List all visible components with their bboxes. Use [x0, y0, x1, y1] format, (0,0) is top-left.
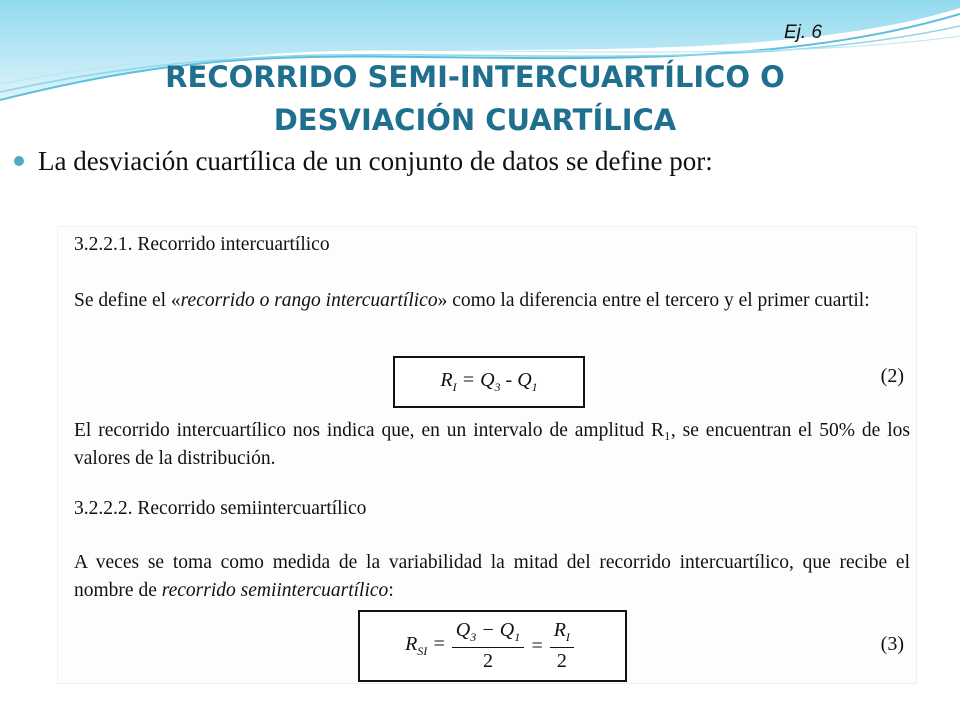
- interpretation-paragraph: El recorrido intercuartílico nos indica que, en un intervalo de amplitud R₁, se encuentran el 50% de los valores de la distribución.: [74, 420, 910, 469]
- bullet-dot-icon: [14, 156, 24, 166]
- bullet-text: La desviación cuartílica de un conjunto de datos se define por:: [38, 146, 713, 176]
- slide-title: [120, 56, 830, 142]
- formula-box-semi-interquartile-range: $R_{SI}$ = $\frac{Q_3 - Q_1}{2}$ = $\frac{R_I}{2}$: [358, 610, 627, 682]
- title-line-1: RECORRIDO SEMI-INTERCUARTÍLICO O: [165, 60, 785, 94]
- section-heading-intercuartilico: 3.2.2.1. Recorrido intercuartílico: [74, 234, 330, 255]
- equation-number-2: (2): [880, 365, 904, 387]
- example-label: Ej. 6: [783, 22, 822, 43]
- title-line-2: DESVIACIÓN CUARTÍLICA: [273, 103, 677, 137]
- bullet-item: [14, 143, 914, 179]
- equation-number-3: (3): [880, 633, 904, 655]
- formula-box-interquartile-range: $R_I = Q_3 - Q_1$: [393, 356, 585, 408]
- textbook-excerpt-image: [57, 226, 917, 684]
- section-heading-semiintercuartilico: 3.2.2.2. Recorrido semiintercuartílico: [74, 498, 367, 519]
- definition-paragraph: Se define el «recorrido o rango intercuartílico» como la diferencia entre el tercero y el primer cuartil:: [74, 290, 870, 311]
- semi-range-paragraph: A veces se toma como medida de la variabilidad la mitad del recorrido intercuartílico, que recibe el nombre de recorrido semiintercuartílico:: [74, 552, 910, 601]
